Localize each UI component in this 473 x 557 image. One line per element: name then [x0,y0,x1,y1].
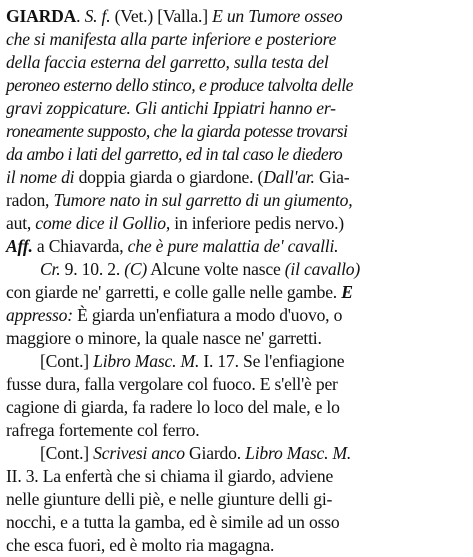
text-run: appresso: [6,305,73,325]
text-run: peroneo esterno dello stinco, e produce talvolta delle [6,75,353,95]
text-run: Libro Masc. M. [93,351,200,371]
text-run: (Vet.) [Valla.] [110,6,213,26]
text-run: II. 3. La enfertà che si chiama il giardo, adviene [6,466,334,486]
text-run: (C) [124,259,148,279]
text-line [6,511,473,534]
text-run: Alcune volte nasce [147,259,285,279]
text-run: fusse dura, falla vergolare col fuoco. E s'ell'è per [6,374,338,394]
text-line [6,235,473,258]
text-line [6,74,473,97]
text-line [6,120,473,143]
text-line [6,143,473,166]
text-run: [Cont.] [40,351,94,371]
text-run: GIARDA [6,6,77,26]
text-line [6,97,473,120]
text-run: doppia giarda o giardone. ( [74,167,264,187]
text-run: Giardo. [184,443,246,463]
citation-line [6,350,473,373]
text-line [6,465,473,488]
text-run: radon, [6,190,54,210]
text-run: cagione di giarda, fa radere lo loco del male, e lo [6,397,340,417]
text-run: che si manifesta alla parte inferiore e posteriore [6,29,337,49]
text-line [6,396,473,419]
text-line [6,534,473,557]
text-run: come dice il Gollio, [35,213,171,233]
citation-line [6,258,473,281]
text-line [6,281,473,304]
text-run: 9. 10. 2. [60,259,125,279]
text-run: con giarde ne' garretti, e colle galle nelle gambe. [6,282,342,302]
text-run: della faccia esterna del garretto, sulla testa del [6,52,329,72]
text-run: in inferiore pedis nervo.) [170,213,344,233]
text-line [6,488,473,511]
text-line [6,373,473,396]
text-line [6,419,473,442]
text-run: maggiore o minore, la quale nasce ne' garretti. [6,328,322,348]
text-run: I. 17. Se l'enfiagione [199,351,345,371]
text-line [6,189,473,212]
text-run: Gia- [314,167,350,187]
citation-line [6,442,473,465]
text-run: che esca fuori, ed è molto ria magagna. [6,535,275,555]
text-line [6,304,473,327]
text-line [6,327,473,350]
text-line [6,51,473,74]
text-run: da ambo i lati del garretto, ed in tal caso le diedero [6,144,343,164]
text-run: Libro Masc. M. [245,443,352,463]
text-run: [Cont.] [40,443,94,463]
text-run: Aff. [6,236,33,256]
text-run: gravi zoppicature. Gli antichi Ippiatri hanno er- [6,98,336,118]
text-run: (il cavallo) [284,259,361,279]
text-run: E [341,282,353,302]
text-run: È giarda un'enfiatura a modo d'uovo, o [72,305,343,325]
text-run: Tumore nato in sul garretto di un giumento, [53,190,353,210]
text-run: rafrega fortemente col ferro. [6,420,200,440]
text-run: nocchi, e a tutta la gamba, ed è simile ad un osso [6,512,340,532]
text-run: Scrivesi anco [93,443,185,463]
text-run: E un Tumore osseo [212,6,343,26]
text-line [6,28,473,51]
text-run: Cr. [40,259,61,279]
text-run: che è pure malattia de' cavalli. [127,236,339,256]
text-run: nelle giunture delli piè, e nelle giunture delli gi- [6,489,333,509]
text-run: aut, [6,213,36,233]
text-run: . [76,6,85,26]
text-run: S. f. [84,6,111,26]
text-line [6,5,473,28]
text-run: il nome di [6,167,75,187]
text-line [6,166,473,189]
text-line [6,212,473,235]
text-run: Dall'ar. [263,167,315,187]
text-run: a Chiavarda, [32,236,128,256]
text-run: roneamente supposto, che la giarda potesse trovarsi [6,121,348,141]
